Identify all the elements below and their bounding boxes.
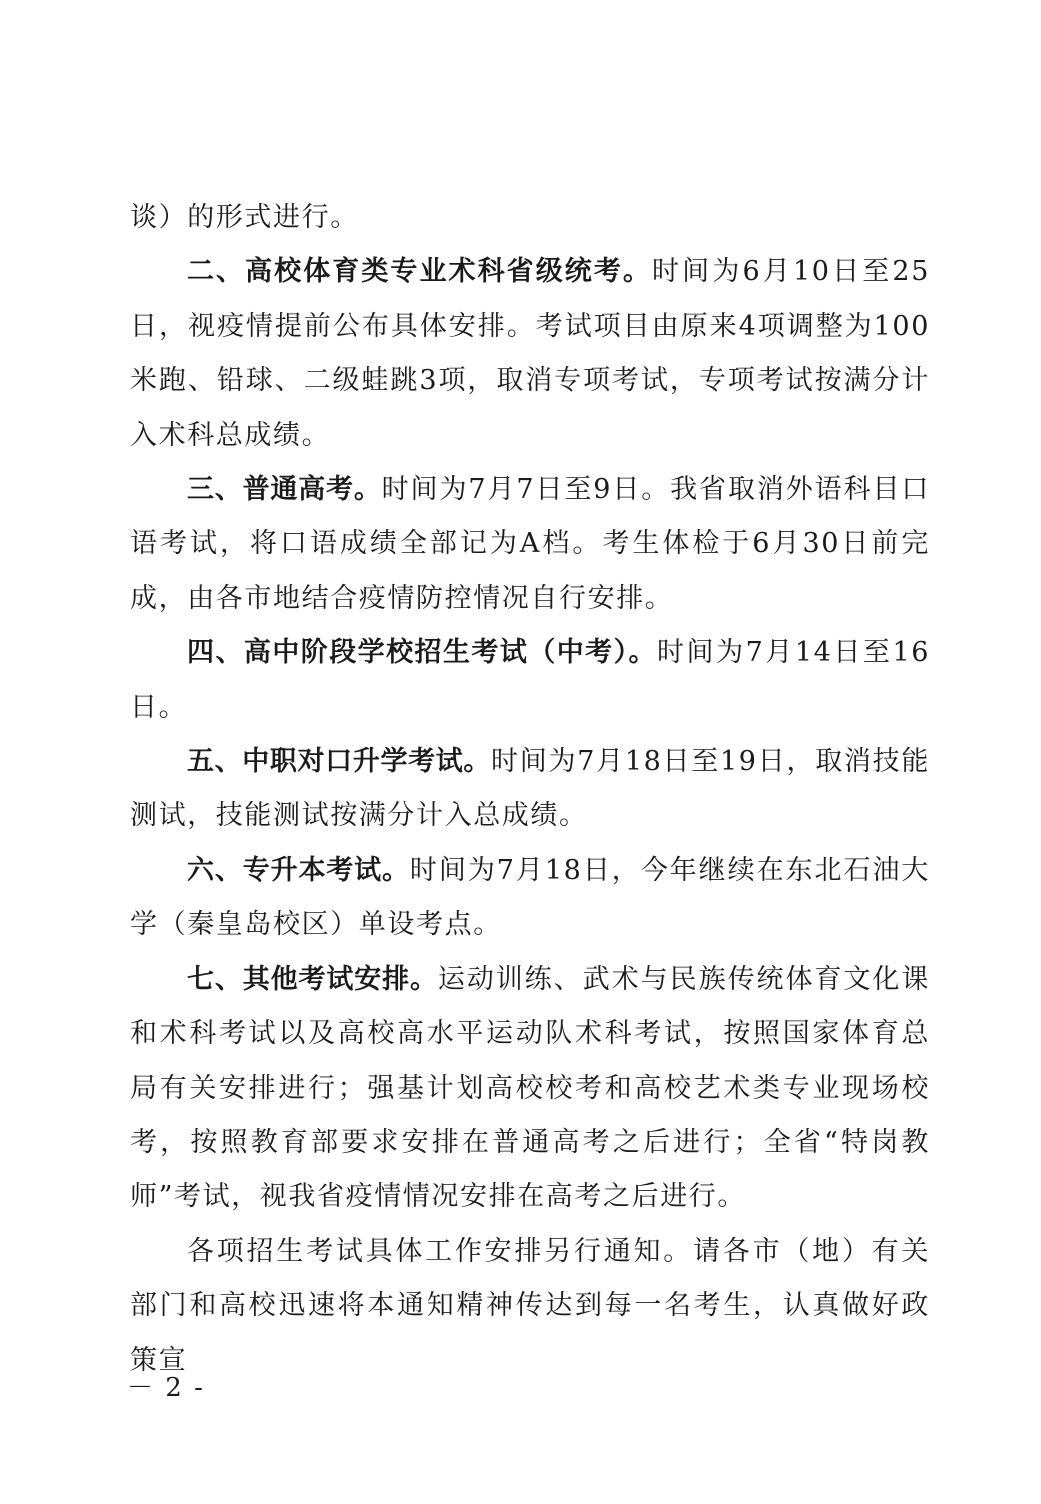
section-heading: 三、普通高考。 xyxy=(187,474,382,506)
section-heading: 七、其他考试安排。 xyxy=(187,963,438,995)
section-heading: 六、专升本考试。 xyxy=(187,854,410,886)
section-text: 时间为6月10日至25日，视疫情提前公布具体安排。考试项目由原来4项调整为100米跑、铅球、二级蛙跳3项，取消专项考试，专项考试按满分计入术科总成绩。 xyxy=(130,256,930,451)
section-text: 时间为7月18日，今年继续在东北石油大学（秦皇岛校区）单设考点。 xyxy=(130,854,931,941)
paragraph-text: 谈）的形式进行。 xyxy=(130,202,359,233)
section-heading: 四、高中阶段学校招生考试（中考）。 xyxy=(187,637,657,669)
section-heading: 五、中职对口升学考试。 xyxy=(187,746,491,778)
section-zhongkao xyxy=(130,626,930,735)
section-text: 时间为7月14日至16日。 xyxy=(130,637,930,723)
section-gaokao xyxy=(130,463,930,626)
paragraph-text: 各项招生考试具体工作安排另行通知。请各市（地）有关部门和高校迅速将本通知精神传达到每一名考生，认真做好政策宣 xyxy=(130,1235,930,1376)
section-vocational-exam xyxy=(130,735,930,844)
section-sports-exam xyxy=(130,245,930,463)
section-text: 时间为7月7日至9日。我省取消外语科目口语考试，将口语成绩全部记为A档。考生体检于6月30日前完成，由各市地结合疫情防控情况自行安排。 xyxy=(130,474,931,614)
paragraph-continuation xyxy=(130,191,930,245)
section-heading: 二、高校体育类专业术科省级统考。 xyxy=(187,256,652,288)
section-upgrade-exam xyxy=(130,844,930,953)
section-text: 运动训练、武术与民族传统体育文化课和术科考试以及高校高水平运动队术科考试，按照国家体育总局有关安排进行；强基计划高校校考和高校艺术类专业现场校考，按照教育部要求安排在普通高考之后进行；全省“特岗教师”考试，视我省疫情情况安排在高考之后进行。 xyxy=(130,963,931,1213)
page-number: － 2 - xyxy=(127,1373,205,1403)
document-body xyxy=(130,191,930,1388)
section-text: 时间为7月18日至19日，取消技能测试，技能测试按满分计入总成绩。 xyxy=(130,746,930,832)
section-other-exams xyxy=(130,953,930,1225)
paragraph-closing xyxy=(130,1225,930,1388)
